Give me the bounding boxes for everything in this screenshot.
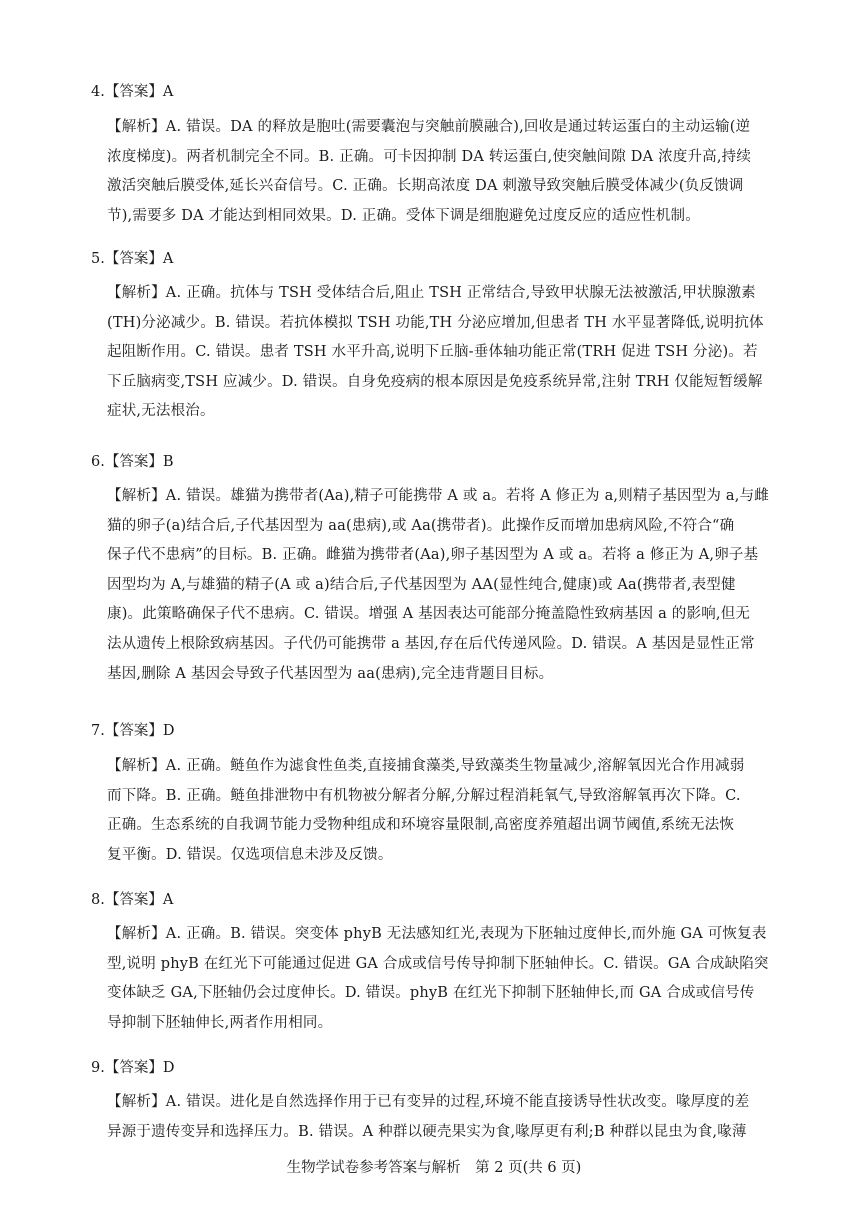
explanation-q5 bbox=[107, 279, 807, 427]
answer-q6: 6.【答案】B bbox=[91, 454, 174, 470]
explanation-line: 激活突触后膜受体,延长兴奋信号。C. 正确。长期高浓度 DA 刺激导致突触后膜受体减少(负反馈调 bbox=[107, 178, 744, 195]
explanation-line: 法从遗传上根除致病基因。子代仍可能携带 a 基因,存在后代传递风险。D. 错误。A 基因是显性正常 bbox=[107, 635, 755, 652]
explanation-line: 保子代不患病”的目标。B. 正确。雌猫为携带者(Aa),卵子基因型为 A 或 a。若将 a 修正为 A,卵子基 bbox=[107, 547, 759, 564]
explanation-line: 正确。生态系统的自我调节能力受物种组成和环境容量限制,高密度养殖超出调节阈值,系统无法恢 bbox=[107, 817, 735, 834]
explanation-line: 【解析】A. 错误。DA 的释放是胞吐(需要囊泡与突触前膜融合),回收是通过转运蛋白的主动运输(逆 bbox=[107, 119, 751, 135]
explanation-q4 bbox=[107, 113, 807, 231]
explanation-line: 节),需要多 DA 才能达到相同效果。D. 正确。受体下调是细胞避免过度反应的适应性机制。 bbox=[107, 207, 700, 224]
explanation-q9 bbox=[107, 1088, 807, 1147]
answer-q9: 9.【答案】D bbox=[91, 1060, 175, 1076]
explanation-line: 而下降。B. 正确。鲢鱼排泄物中有机物被分解者分解,分解过程消耗氧气,导致溶解氧再次下降。C. bbox=[107, 787, 741, 804]
explanation-line: 症状,无法根治。 bbox=[107, 403, 215, 420]
explanation-line: 起阻断作用。C. 错误。患者 TSH 水平升高,说明下丘脑-垂体轴功能正常(TRH 促进 TSH 分泌)。若 bbox=[107, 344, 758, 361]
explanation-line: 浓度梯度)。两者机制完全不同。B. 正确。可卡因抑制 DA 转运蛋白,使突触间隙 DA 浓度升高,持续 bbox=[107, 148, 752, 165]
explanation-line: 【解析】A. 错误。进化是自然选择作用于已有变异的过程,环境不能直接诱导性状改变。喙厚度的差 bbox=[107, 1094, 750, 1110]
explanation-line: 【解析】A. 正确。抗体与 TSH 受体结合后,阻止 TSH 正常结合,导致甲状腺无法被激活,甲状腺激素 bbox=[107, 285, 756, 301]
explanation-line: 【解析】A. 正确。鲢鱼作为滤食性鱼类,直接捕食藻类,导致藻类生物量减少,溶解氧因光合作用减弱 bbox=[107, 758, 745, 774]
answer-q5: 5.【答案】A bbox=[91, 251, 174, 267]
answer-q4: 4.【答案】A bbox=[91, 84, 174, 100]
explanation-q6 bbox=[107, 482, 807, 689]
explanation-line: 基因,删除 A 基因会导致子代基因型为 aa(患病),完全违背题目目标。 bbox=[107, 665, 554, 682]
explanation-q7 bbox=[107, 752, 807, 870]
explanation-line: (TH)分泌减少。B. 错误。若抗体模拟 TSH 功能,TH 分泌应增加,但患者 TH 水平显著降低,说明抗体 bbox=[107, 314, 764, 331]
explanation-line: 复平衡。D. 错误。仅选项信息未涉及反馈。 bbox=[107, 846, 393, 863]
explanation-line: 猫的卵子(a)结合后,子代基因型为 aa(患病),或 Aa(携带者)。此操作反而增加患病风险,不符合“确 bbox=[107, 517, 735, 534]
explanation-line: 型,说明 phyB 在红光下可能通过促进 GA 合成或信号传导抑制下胚轴伸长。C. 错误。GA 合成缺陷突 bbox=[107, 955, 769, 972]
explanation-line: 导抑制下胚轴伸长,两者作用相同。 bbox=[107, 1014, 333, 1031]
explanation-line: 康)。此策略确保子代不患病。C. 错误。增强 A 基因表达可能部分掩盖隐性致病基因 a 的影响,但无 bbox=[107, 606, 751, 623]
explanation-line: 【解析】A. 错误。雄猫为携带者(Aa),精子可能携带 A 或 a。若将 A 修正为 a,则精子基因型为 a,与雌 bbox=[107, 488, 769, 504]
explanation-line: 因型均为 A,与雄猫的精子(A 或 a)结合后,子代基因型为 AA(显性纯合,健康)或 Aa(携带者,表型健 bbox=[107, 576, 736, 593]
explanation-line: 异源于遗传变异和选择压力。B. 错误。A 种群以硬壳果实为食,喙厚更有利;B 种群以昆虫为食,喙薄 bbox=[107, 1123, 747, 1140]
explanation-q8 bbox=[107, 920, 807, 1038]
explanation-line: 【解析】A. 正确。B. 错误。突变体 phyB 无法感知红光,表现为下胚轴过度伸长,而外施 GA 可恢复表 bbox=[107, 926, 767, 942]
explanation-line: 下丘脑病变,TSH 应减少。D. 错误。自身免疫病的根本原因是免疫系统异常,注射 TRH 仅能短暂缓解 bbox=[107, 373, 763, 390]
explanation-line: 变体缺乏 GA,下胚轴仍会过度伸长。D. 错误。phyB 在红光下抑制下胚轴伸长,而 GA 合成或信号传 bbox=[107, 985, 755, 1002]
answer-q7: 7.【答案】D bbox=[91, 723, 175, 739]
answer-q8: 8.【答案】A bbox=[91, 892, 174, 908]
page-footer: 生物学试卷参考答案与解析 第 2 页(共 6 页) bbox=[286, 1160, 582, 1176]
